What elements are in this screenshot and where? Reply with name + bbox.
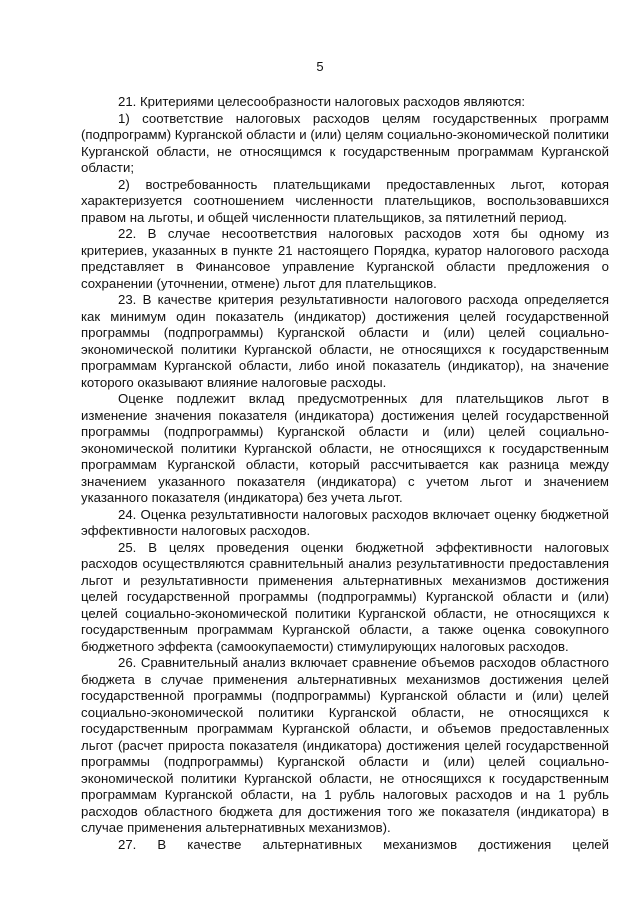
paragraph-23: 23. В качестве критерия результативности налогового расхода определяется как минимум один показатель (индикатор) достижения целей государственной программы (подпрограммы) Курганской области и (или) целей социально-экономической политики Курганской области, не относящихся к государственным программам Курганской области, либо иной показатель (индикатор), на значение которого оказывают влияние налоговые расходы. [81,292,609,390]
paragraph-21: 21. Критериями целесообразности налоговых расходов являются: [118,94,526,109]
paragraph-22: 22. В случае несоответствия налоговых расходов хотя бы одному из критериев, указанных в пункте 21 настоящего Порядка, куратор налогового расхода представляет в Финансовое управление Курганской области предложения о сохранении (уточнении, отмене) льгот для плательщиков. [81,226,609,291]
paragraph-25: 25. В целях проведения оценки бюджетной эффективности налоговых расходов осуществляются сравнительный анализ результативности предоставления льгот и результативности применения альтернативных механизмов достижения целей государственной программы (подпрограммы) Курганской области и (или) целей социально-экономической политики Курганской области, не относящихся к государственным программам Курганской области, а также оценка совокупного бюджетного эффекта (самоокупаемости) стимулирующих налоговых расходов. [81,539,609,654]
document-body [81,94,609,853]
paragraph-21-item-2: 2) востребованность плательщиками предоставленных льгот, которая характеризуется соотношением численности плательщиков, воспользовавшихся правом на льготы, и общей численности плательщиков, за пятилетний период. [81,176,609,225]
paragraph-27: 27. В качестве альтернативных механизмов достижения целей [118,836,609,852]
paragraph-24: 24. Оценка результативности налоговых расходов включает оценку бюджетной эффективности налоговых расходов. [81,506,609,538]
paragraph-21-item-1: 1) соответствие налоговых расходов целям государственных программ (подпрограмм) Курганской области и (или) целям социально-экономической политики Курганской области, не относящимся к государственным программам Курганской области; [81,110,609,175]
page-number: 5 [316,59,324,74]
paragraph-23-continuation: Оценке подлежит вклад предусмотренных для плательщиков льгот в изменение значения показателя (индикатора) достижения целей государственной программы (подпрограммы) Курганской области и (или) целей социально-экономической политики Курганской области, не относящихся к государственным программам Курганской области, который рассчитывается как разница между значением указанного показателя (индикатора) с учетом льгот и значением указанного показателя (индикатора) без учета льгот. [81,391,609,505]
paragraph-26: 26. Сравнительный анализ включает сравнение объемов расходов областного бюджета в случае применения альтернативных механизмов достижения целей государственной программы (подпрограммы) Курганской области и (или) целей социально-экономической политики Курганской области, не относящихся к государственным программам Курганской области, и объемов предоставленных льгот (расчет прироста показателя (индикатора) достижения целей государственной программы (подпрограммы) Курганской области и (или) целей социально-экономической политики Курганской области, не относящихся к государственным программам Курганской области, на 1 рубль налоговых расходов и на 1 рубль расходов областного бюджета для достижения того же показателя (индикатора) в случае применения альтернативных механизмов). [81,655,609,835]
